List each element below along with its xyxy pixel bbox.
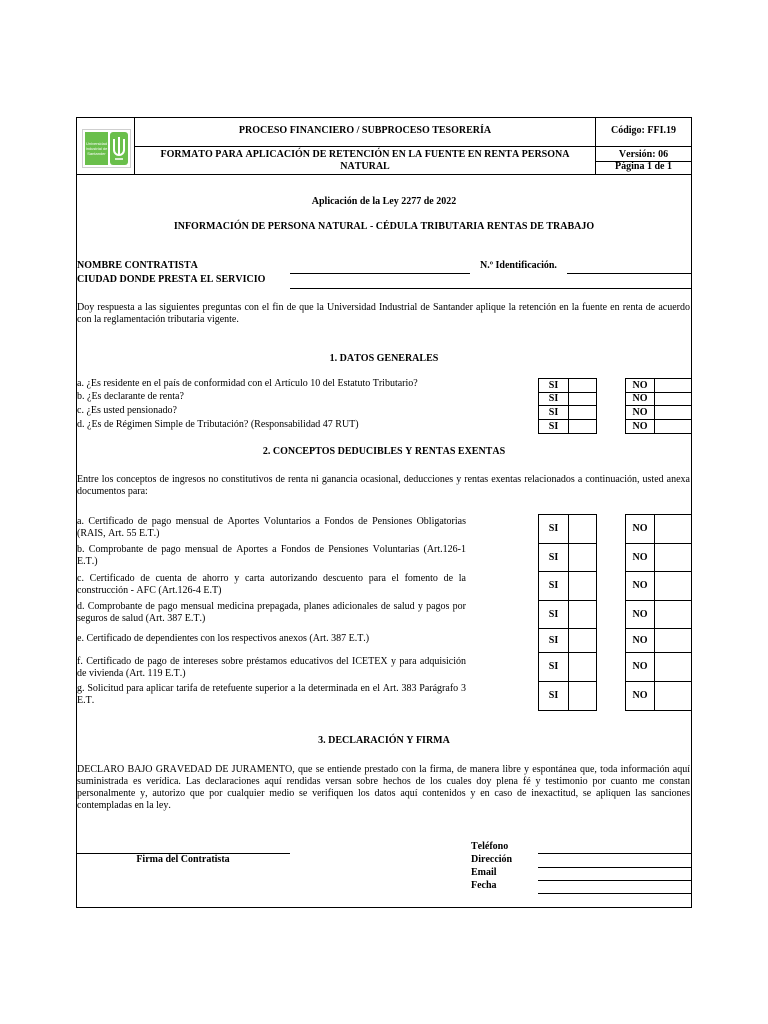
email-label: Email	[471, 867, 497, 878]
no-label: NO	[625, 571, 655, 601]
signature-label: Firma del Contratista	[136, 854, 230, 865]
no-label: NO	[625, 392, 655, 406]
question-c-options	[0, 405, 768, 420]
item-d-options	[0, 600, 768, 629]
no-label: NO	[625, 600, 655, 629]
item-a-si-checkbox[interactable]	[568, 514, 597, 544]
logo-wordmark	[85, 132, 108, 165]
document-code: Código: FFI.19	[611, 125, 676, 136]
question-c-si-checkbox[interactable]	[568, 405, 597, 420]
item-f-no-checkbox[interactable]	[654, 652, 692, 682]
document-version: Versión: 06	[618, 149, 669, 160]
question-b-si-checkbox[interactable]	[568, 392, 597, 406]
item-b-si-checkbox[interactable]	[568, 543, 597, 572]
question-b: b. ¿Es declarante de renta?	[77, 391, 184, 402]
no-label: NO	[625, 378, 655, 393]
question-b-no-checkbox[interactable]	[654, 392, 692, 406]
si-label: SI	[538, 600, 569, 629]
item-d: d. Comprobante de pago mensual medicina prepagada, planes adicionales de salud y pagos por seguros de salud (Art. 387 E.T.)	[77, 601, 466, 624]
question-c: c. ¿Es usted pensionado?	[77, 405, 177, 416]
header-divider	[134, 146, 691, 147]
law-title: Aplicación de la Ley 2277 de 2022	[311, 196, 457, 207]
item-g-options	[0, 681, 768, 711]
item-g-no-checkbox[interactable]	[654, 681, 692, 711]
question-a: a. ¿Es residente en el país de conformidad con el Artículo 10 del Estatuto Tributario?	[77, 378, 418, 389]
item-c-options	[0, 571, 768, 601]
item-b-options	[0, 543, 768, 572]
phone-label: Teléfono	[471, 841, 509, 852]
name-label: NOMBRE CONTRATISTA	[77, 260, 198, 271]
no-label: NO	[625, 419, 655, 434]
date-label: Fecha	[471, 880, 497, 891]
question-c-no-checkbox[interactable]	[654, 405, 692, 420]
address-input[interactable]	[538, 856, 691, 868]
si-label: SI	[538, 419, 569, 434]
si-label: SI	[538, 652, 569, 682]
header-bottom-rule	[76, 174, 692, 175]
item-d-no-checkbox[interactable]	[654, 600, 692, 629]
item-f-options	[0, 652, 768, 682]
no-label: NO	[625, 514, 655, 544]
item-e-si-checkbox[interactable]	[568, 628, 597, 653]
item-b-no-checkbox[interactable]	[654, 543, 692, 572]
no-label: NO	[625, 543, 655, 572]
item-e-options	[0, 628, 768, 653]
id-label: N.º Identificación.	[480, 260, 557, 271]
city-label: CIUDAD DONDE PRESTA EL SERVICIO	[77, 274, 266, 285]
si-label: SI	[538, 681, 569, 711]
item-c-si-checkbox[interactable]	[568, 571, 597, 601]
si-label: SI	[538, 628, 569, 653]
item-f-si-checkbox[interactable]	[568, 652, 597, 682]
question-d-no-checkbox[interactable]	[654, 419, 692, 434]
name-input[interactable]	[290, 262, 470, 274]
item-c-no-checkbox[interactable]	[654, 571, 692, 601]
question-a-options	[0, 378, 768, 393]
declaration-paragraph: DECLARO BAJO GRAVEDAD DE JURAMENTO, que se entiende prestado con la firma, de manera libre y espontánea que, toda información aquí suministrada es verídica. Las declaraciones aquí rendidas versan sobre hechos de los cuales doy plena fé y testimonio por cuanto me constan personalmente y, autorizo que por cualquier medio se verifiquen los datos aquí contenidos y en caso de inexactitud, se apliquen las sanciones contempladas en la ley.	[77, 764, 690, 811]
city-input[interactable]	[290, 277, 691, 289]
si-label: SI	[538, 514, 569, 544]
question-d-options	[0, 419, 768, 434]
logo-text: Universidad Industrial de Santander	[85, 141, 108, 156]
university-logo	[82, 129, 131, 168]
info-title: INFORMACIÓN DE PERSONA NATURAL - CÉDULA TRIBUTARIA RENTAS DE TRABAJO	[173, 221, 595, 232]
date-input[interactable]	[538, 882, 691, 894]
format-title: FORMATO PARA APLICACIÓN DE RETENCIÓN EN LA FUENTE EN RENTA PERSONA NATURAL	[160, 149, 570, 172]
page-number: Página 1 de 1	[615, 161, 672, 172]
question-d: d. ¿Es de Régimen Simple de Tributación? (Responsabilidad 47 RUT)	[77, 419, 359, 430]
email-input[interactable]	[538, 869, 691, 881]
section1-title: 1. DATOS GENERALES	[329, 353, 439, 364]
si-label: SI	[538, 543, 569, 572]
question-a-no-checkbox[interactable]	[654, 378, 692, 393]
si-label: SI	[538, 378, 569, 393]
no-label: NO	[625, 681, 655, 711]
phone-input[interactable]	[538, 842, 691, 854]
section2-title: 2. CONCEPTOS DEDUCIBLES Y RENTAS EXENTAS	[262, 446, 506, 457]
question-d-si-checkbox[interactable]	[568, 419, 597, 434]
si-label: SI	[538, 571, 569, 601]
si-label: SI	[538, 392, 569, 406]
section2-intro: Entre los conceptos de ingresos no constitutivos de renta ni ganancia ocasional, deducciones y rentas exentas relacionados a continuación, usted anexa documentos para:	[77, 474, 690, 497]
id-input[interactable]	[567, 262, 691, 274]
intro-paragraph: Doy respuesta a las siguientes preguntas con el fin de que la Universidad Industrial de Santander aplique la retención en la fuente en renta de acuerdo con la reglamentación tributaria vigente.	[77, 302, 690, 325]
question-b-options	[0, 392, 768, 406]
logo-emblem-icon	[110, 132, 128, 165]
no-label: NO	[625, 405, 655, 420]
item-b: b. Comprobante de pago mensual de Aportes a Fondos de Pensiones Voluntarias (Art.126-1 E.T.)	[77, 544, 466, 567]
item-a: a. Certificado de pago mensual de Aportes Voluntarios a Fondos de Pensiones Obligatorias (RAIS, Art. 55 E.T.)	[77, 516, 466, 539]
si-label: SI	[538, 405, 569, 420]
no-label: NO	[625, 628, 655, 653]
no-label: NO	[625, 652, 655, 682]
question-a-si-checkbox[interactable]	[568, 378, 597, 393]
item-d-si-checkbox[interactable]	[568, 600, 597, 629]
item-a-no-checkbox[interactable]	[654, 514, 692, 544]
process-title: PROCESO FINANCIERO / SUBPROCESO TESORERÍA	[238, 125, 492, 136]
item-a-options	[0, 514, 768, 544]
item-c: c. Certificado de cuenta de ahorro y carta autorizando descuento para el fomento de la construcción - AFC (Art.126-4 E.T)	[77, 573, 466, 596]
address-label: Dirección	[471, 854, 513, 865]
item-f: f. Certificado de pago de intereses sobre préstamos educativos del ICETEX y para adquisición de vivienda (Art. 119 E.T.)	[77, 656, 466, 679]
item-e: e. Certificado de dependientes con los respectivos anexos (Art. 387 E.T.)	[77, 633, 370, 644]
item-g: g. Solicitud para aplicar tarifa de retefuente superior a la determinada en el Art. 383 Parágrafo 3 E.T.	[77, 683, 466, 706]
item-e-no-checkbox[interactable]	[654, 628, 692, 653]
item-g-si-checkbox[interactable]	[568, 681, 597, 711]
section3-title: 3. DECLARACIÓN Y FIRMA	[318, 735, 450, 746]
